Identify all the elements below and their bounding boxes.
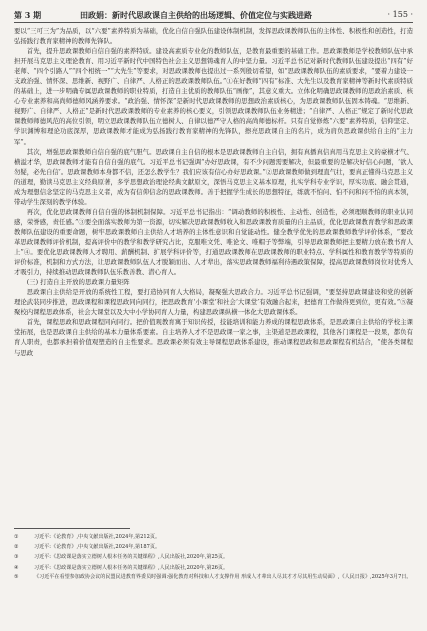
article-body: [14, 26, 413, 358]
page-number: · 155 ·: [387, 10, 413, 19]
running-header: [14, 8, 413, 23]
footnote-mark: ②: [14, 544, 19, 551]
footnote-divider: [14, 528, 130, 529]
section-heading: (三) 打造自主开放的思政课力量矩阵: [26, 278, 130, 287]
footnote: [14, 573, 413, 583]
footnote: [14, 552, 413, 562]
footnote-mark: ④: [14, 564, 19, 571]
footnote-text: 习近平:《思政课是落实立德树人根本任务的关键课程》,人民出版社,2020年,第25页。: [34, 554, 229, 561]
footnote: [14, 542, 413, 552]
body-paragraph: 要以“三可三为”为品质，以“六要”素养特质为基础，优化自信自强队伍建设体制机制，发挥思政课教师队伍的主体性、积极性和创造性，打造弘扬践行教育家精神的教师先锋队。: [14, 27, 413, 46]
footnote-mark: ①: [14, 534, 19, 540]
footnote-mark: ⑤: [14, 573, 19, 580]
body-paragraph: 首先，提升思政课教师自信自强的素养特质。建设高素质专业化的教师队伍，是教育最重要的基础工作。思政课教师是学校教师队伍中承担开展马克思主义理论教育、用习近平新时代中国特色社会主义思想铸魂育人的中坚力量。习近平总书记对新时代教师队伍建设提出“四有”好老师、“四个引路人”“四个相统一”“大先生”等要求，对思政课教师也提出过一系列殷切希望，如“思政课教师队伍的素质要求，“要着力建设一支政治强、情怀深、思维新、视野广、自律严、人格正的思政课教师队伍。”①在好教师“四有”标准、大先生以及教育家精神等新时代素质特质的基础上，进一步明确专属思政课教师的职业特质，打造自主优质的教师队伍“画像”，其意义重大。立体化明确思政课教师的思政治素质、核心专业素养和高尚师德师风涵养要求。“政治强、情怀深”是新时代思政课教师的思想政治素质核心，为思政课教师队伍固本铸魂。“思维新、视野广、自律严、人格正”是新时代思政课教师的专业素养的核心要义，引领思政课教师队伍业务精进；“自律严、人格正”规定了新时代思政课教师师德风范的高位引领，明立思政课教师队伍立德树人、自律以德严守人格的高尚师德标杆。只有自觉修炼“六要”素养特质，信仰坚定、学识渊博和理论功底深厚，思政课教师才能成为弘扬践行教育家精神的先锋队，擦亮思政课自主的名片，成为肩负思政课供给自主的“主力军”。: [14, 47, 413, 146]
footnote-text: 习近平:《论教育》,中央文献出版社,2024年,第212页。: [34, 534, 161, 540]
issue-number: 第 3 期: [14, 10, 42, 20]
footnote: [14, 563, 413, 573]
footnote-text: 习近平:《思政课是落实立德树人根本任务的关键课程》,人民出版社,2020年,第26页。: [34, 564, 229, 571]
body-paragraph: 再次，优化思政课教师自信自强的体制机制保障。习近平总书记指出：“调动教师的积极性、主动性、创造性，必须理顺教师的职业认同感，荣誉感，责任感。”③要全面落实教师为第一资源，切实解决思政课教师收入和思政课教育质量的自主品质，优化思政课教育教学和思政课教师队伍建设的重要命题，树牢思政课教师自主供给人才培养的主体性意识和自觉能动性。健全教学优先的思政课教师教学评价体系，“要改革思政课教师评价机制，提高评价中的教学和教学研究占比，克服唯文凭、唯论文、唯帽子等弊端，引导思政课教师把主要精力放在教书育人上”④。要优化思政课教师人才聘用、薪酬机制、扩展学科评价等，打通思政课教师在思政课教师的职业特点、学科属性和教育教学等特质的评价标准，机制和方式方法，让思政课教师队伍人才脱颖而出、人才辈出，落实思政课教师福利待遇政策保障，提高思政课教师岗位对优秀人才吸引力，持续推动思政课教师队伍乐教善教、潜心育人。: [14, 207, 413, 277]
footnote-text: 《习近平在看望参加政协会议的民盟民进教育界委员时强调:强化教育对科技和人才支撑作用 形成人才辈出人尽其才才尽其用生动局面》,《人民日报》,2025年3月7日。: [34, 573, 412, 580]
body-paragraph: 首先，课程思政和思政课程同向同行。把价值观教育寓于知识传授，技能培训和能力养成的课程思政体系，是思政课自主供给的学校主课堂拓展，也是思政课自主供给的基本力量体系要素。自主培养人才不是思政课一家之事，主渠道是思政课程，其他各门课程是一段果，都负有育人职责，也都承担着价值观塑造的自主性要求。思政课必须有效主导课程思政体系建设，推动课程思政和思政课程有机结合，“使各类课程与思政: [14, 318, 413, 357]
footnote-text: 习近平:《论教育》,中央文献出版社,2024年,第187页。: [34, 544, 161, 551]
body-paragraph: 思政课自主供给是开放的系统性工程，要打造协同育人大格局，凝聚强大思政合力。习近平总书记强调，“要坚持思政课建设和党的创新理论武装同步推进，思政课程和课程思政同向同行，把思政教育‘小课堂’和社会‘大课堂’有效融合起来，把德育工作做得更到位，更有效。”⑤凝聚校内课程思政体系，社会大课堂以及大中小学协同育人力量，构建思政课纵横一体化大思政课体系。: [14, 288, 413, 317]
footnote: [14, 532, 413, 542]
footnotes: [14, 532, 413, 582]
running-title: 田政娟：新时代思政课自主供给的出场逻辑、价值定位与实践进路: [80, 10, 312, 20]
footnote-mark: ③: [14, 554, 19, 561]
body-paragraph: 其次，增强思政课教师自信自强的底气胆气。思政课自主自信的根本是思政课教师自主自信，拥有真播真信真用马克思主义的豪横才气、横溢才华，思政课教师才能有自信自强的底气。习近平总书记强调“办好思政课，有不少问题需要解决，但最重要的是解决好信心问题，‘欲人勿疑，必先自信’。思政课教师本身都不信，还怎么教学生？我们应该有信心办好思政课。”②思政课教师做到理直气壮，要真正懂得马克思主义的道理，勤读马克思主义经典原著，多学思想政治理论经典文献原文，深悟马克思主义基本原理，扎实学科专业学识，厚实功底、融会贯通，成为理想信念坚定的马克思主义者，成为有信仰信念的思政课教师。善于把握学生成长的思想特征，练就不怕问、怕不问和问不怕的真本领，带动学生深刻的教学体验。: [14, 147, 413, 206]
